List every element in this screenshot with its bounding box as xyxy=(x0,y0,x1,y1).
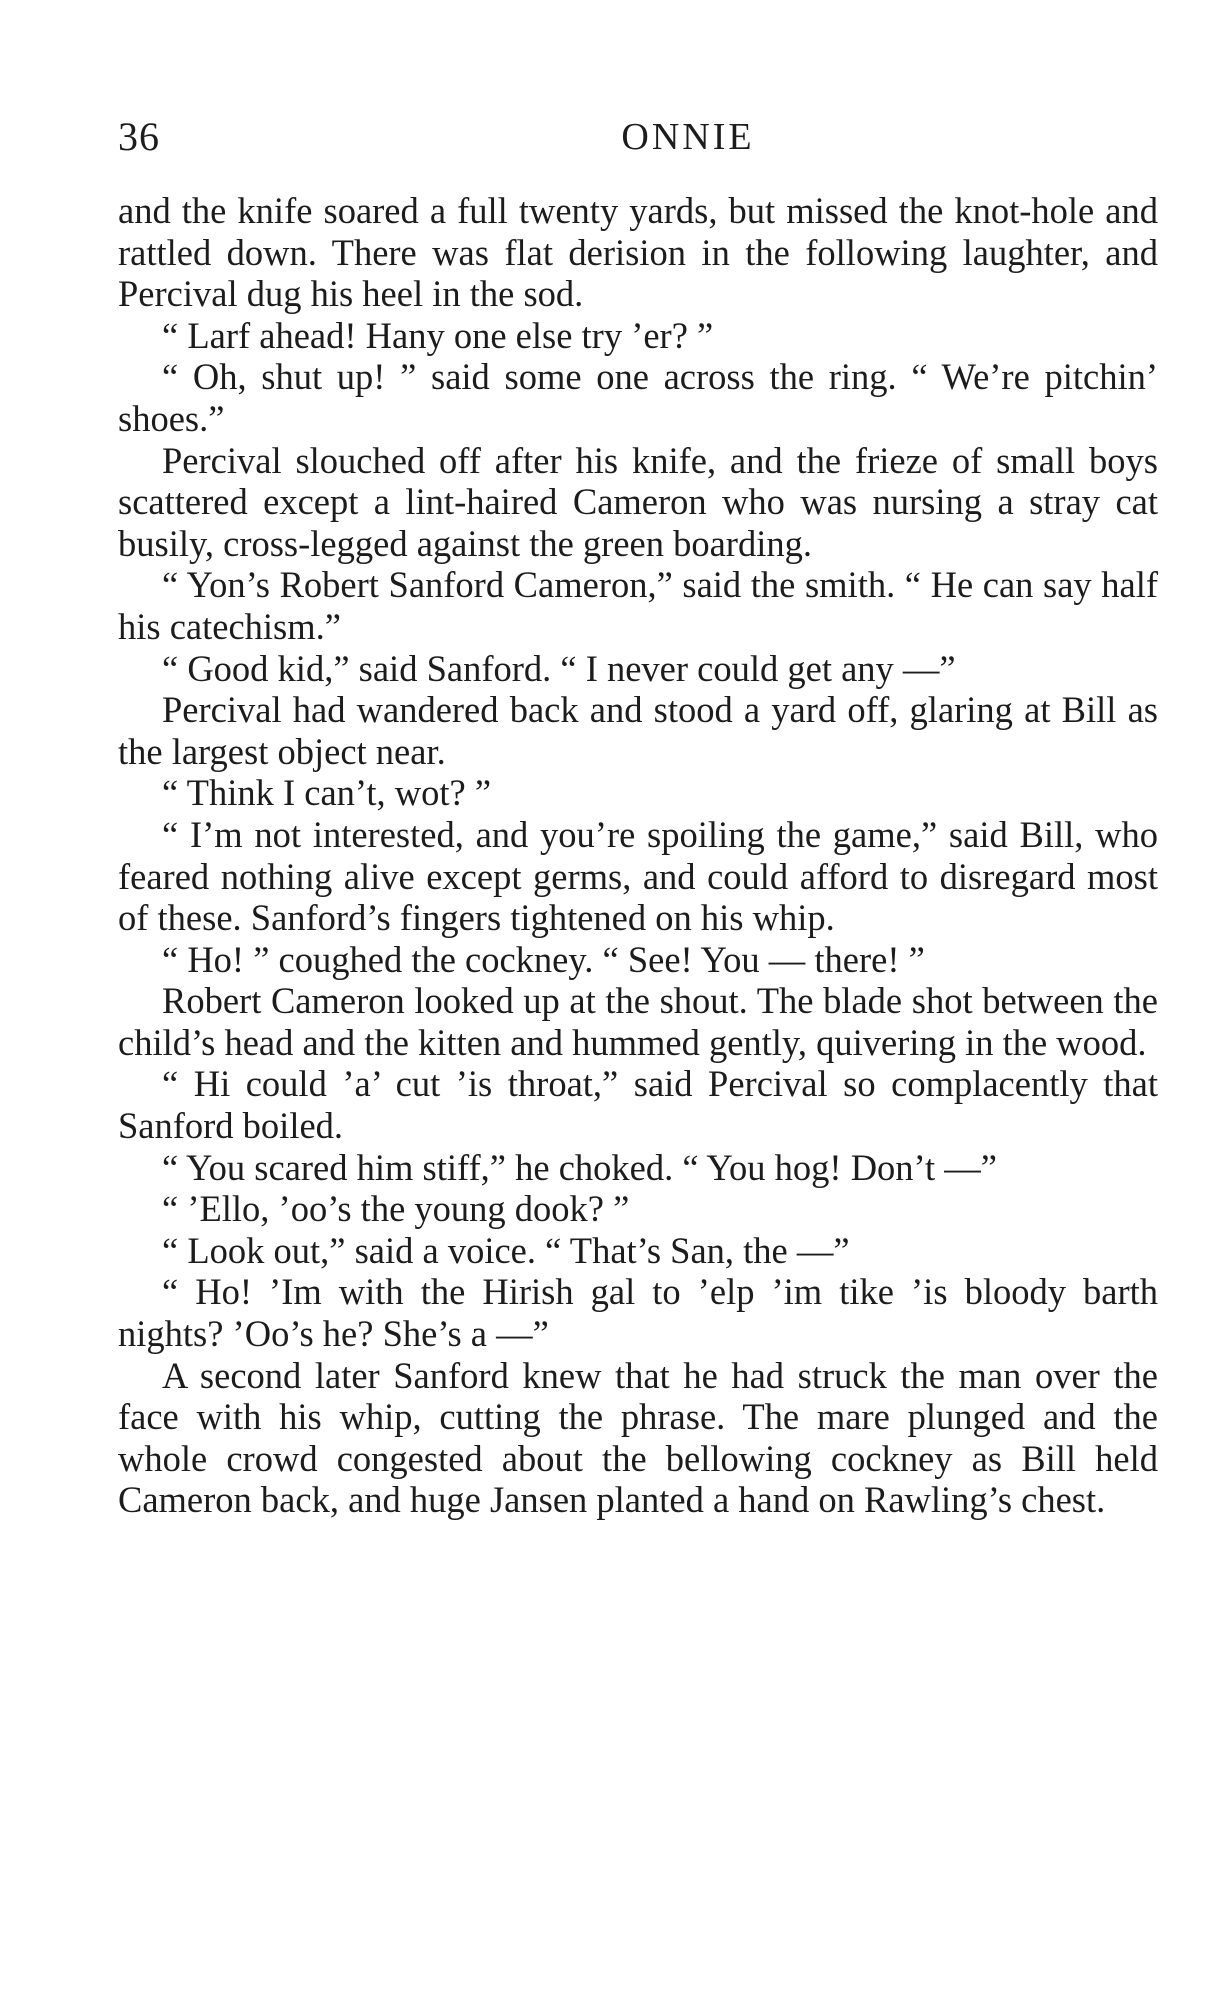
paragraph: Percival slouched off after his knife, and the frieze of small boys scattered except a lint-haired Cameron who was nursing a stray cat busily, cross-legged against the green boarding. xyxy=(118,439,1158,564)
paragraph: “ ’Ello, ’oo’s the young dook? ” xyxy=(162,1188,630,1230)
paragraph-continuation: and the knife soared a full twenty yards, but missed the knot-hole and rattled down. There was flat derision in the following laughter, and Percival dug his heel in the sod. xyxy=(118,190,1158,315)
running-head xyxy=(118,112,1158,162)
paragraph: “ Yon’s Robert Sanford Cameron,” said the smith. “ He can say half his catechism.” xyxy=(118,564,1158,647)
paragraph: “ Ho! ’Im with the Hirish gal to ’elp ’im tike ’is bloody barth nights? ’Oo’s he? She’s a —” xyxy=(118,1271,1158,1355)
running-title: ONNIE xyxy=(621,116,755,158)
body-text xyxy=(118,190,1158,1521)
paragraph: “ Oh, shut up! ” said some one across the ring. “ We’re pitchin’ shoes.” xyxy=(118,356,1158,439)
paragraph: Robert Cameron looked up at the shout. The blade shot between the child’s head and the kitten and hummed gently, quivering in the wood. xyxy=(118,980,1158,1063)
paragraph: “ Think I can’t, wot? ” xyxy=(162,772,492,814)
paragraph: “ I’m not interested, and you’re spoiling the game,” said Bill, who feared nothing alive except germs, and could afford to disregard most of these. Sanford’s fingers tightened on his whip. xyxy=(118,813,1158,939)
paragraph: “ You scared him stiff,” he choked. “ You hog! Don’t —” xyxy=(162,1146,998,1188)
paragraph: “ Good kid,” said Sanford. “ I never could get any —” xyxy=(162,647,956,689)
paragraph: “ Hi could ’a’ cut ’is throat,” said Percival so complacently that Sanford boiled. xyxy=(118,1063,1158,1147)
paragraph: “ Larf ahead! Hany one else try ’er? ” xyxy=(162,314,714,356)
paragraph: “ Look out,” said a voice. “ That’s San, the —” xyxy=(162,1229,850,1271)
paragraph: “ Ho! ” coughed the cockney. “ See! You — there! ” xyxy=(162,938,925,980)
page-number: 36 xyxy=(118,114,160,159)
paragraph: A second later Sanford knew that he had struck the man over the face with his whip, cutting the phrase. The mare plunged and the whole crowd congested about the bellowing cockney as Bill held Cameron back, and huge Jansen planted a hand on Rawling’s chest. xyxy=(118,1354,1158,1521)
paragraph: Percival had wandered back and stood a yard off, glaring at Bill as the largest object near. xyxy=(118,689,1158,772)
